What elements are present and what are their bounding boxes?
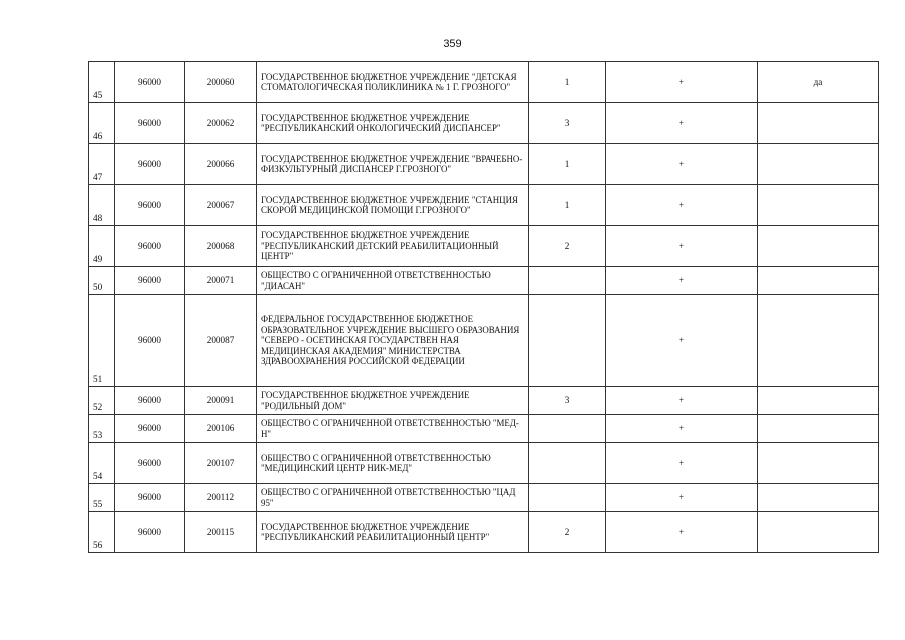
institution-name-cell: ГОСУДАРСТВЕННОЕ БЮДЖЕТНОЕ УЧРЕЖДЕНИЕ "РЕСПУБЛИКАНСКИЙ ДЕТСКИЙ РЕАБИЛИТАЦИОННЫЙ ЦЕНТР": [257, 226, 529, 267]
row-number-cell: 48: [89, 185, 115, 226]
table-row: [89, 103, 879, 144]
plus-mark-cell: +: [606, 226, 758, 267]
count-value-cell: 1: [529, 62, 606, 103]
region-code-cell: 96000: [115, 62, 185, 103]
registry-id-cell: 200107: [185, 443, 257, 484]
region-code-cell: 96000: [115, 185, 185, 226]
count-value-cell: [529, 267, 606, 295]
plus-mark-cell: +: [606, 103, 758, 144]
institution-name-cell: ГОСУДАРСТВЕННОЕ БЮДЖЕТНОЕ УЧРЕЖДЕНИЕ "ВРАЧЕБНО-ФИЗКУЛЬТУРНЫЙ ДИСПАНСЕР Г.ГРОЗНОГО": [257, 144, 529, 185]
row-number-cell: 55: [89, 484, 115, 512]
extra-value-cell: [758, 443, 879, 484]
table-row: [89, 62, 879, 103]
plus-mark-cell: +: [606, 267, 758, 295]
institution-name-cell: ГОСУДАРСТВЕННОЕ БЮДЖЕТНОЕ УЧРЕЖДЕНИЕ "РОДИЛЬНЫЙ ДОМ": [257, 387, 529, 415]
region-code-cell: 96000: [115, 443, 185, 484]
table-row: [89, 512, 879, 553]
plus-mark-cell: +: [606, 185, 758, 226]
extra-value-cell: да: [758, 62, 879, 103]
institution-name-cell: ОБЩЕСТВО С ОГРАНИЧЕННОЙ ОТВЕТСТВЕННОСТЬЮ "МЕД-Н": [257, 415, 529, 443]
table-row: [89, 387, 879, 415]
row-number-cell: 53: [89, 415, 115, 443]
region-code-cell: 96000: [115, 295, 185, 387]
extra-value-cell: [758, 387, 879, 415]
row-number-cell: 45: [89, 62, 115, 103]
region-code-cell: 96000: [115, 484, 185, 512]
extra-value-cell: [758, 103, 879, 144]
table-row: [89, 267, 879, 295]
institution-name-cell: ГОСУДАРСТВЕННОЕ БЮДЖЕТНОЕ УЧРЕЖДЕНИЕ "РЕСПУБЛИКАНСКИЙ ОНКОЛОГИЧЕСКИЙ ДИСПАНСЕР": [257, 103, 529, 144]
plus-mark-cell: +: [606, 144, 758, 185]
registry-id-cell: 200087: [185, 295, 257, 387]
institution-name-cell: ФЕДЕРАЛЬНОЕ ГОСУДАРСТВЕННОЕ БЮДЖЕТНОЕ ОБРАЗОВАТЕЛЬНОЕ УЧРЕЖДЕНИЕ ВЫСШЕГО ОБРАЗОВАНИЯ "СЕВЕРО - ОСЕТИНСКАЯ ГОСУДАРСТВЕН НАЯ МЕДИЦИНСКАЯ АКАДЕМИЯ" МИНИСТЕРСТВА ЗДРАВООХРАНЕНИЯ РОССИЙСКОЙ ФЕДЕРАЦИИ: [257, 295, 529, 387]
row-number-cell: 51: [89, 295, 115, 387]
plus-mark-cell: +: [606, 62, 758, 103]
registry-id-cell: 200071: [185, 267, 257, 295]
table-row: [89, 144, 879, 185]
row-number-cell: 52: [89, 387, 115, 415]
extra-value-cell: [758, 267, 879, 295]
count-value-cell: [529, 295, 606, 387]
registry-id-cell: 200106: [185, 415, 257, 443]
table-row: [89, 226, 879, 267]
plus-mark-cell: +: [606, 484, 758, 512]
extra-value-cell: [758, 484, 879, 512]
registry-id-cell: 200060: [185, 62, 257, 103]
registry-id-cell: 200112: [185, 484, 257, 512]
plus-mark-cell: +: [606, 512, 758, 553]
region-code-cell: 96000: [115, 144, 185, 185]
extra-value-cell: [758, 415, 879, 443]
extra-value-cell: [758, 512, 879, 553]
registry-id-cell: 200091: [185, 387, 257, 415]
row-number-cell: 56: [89, 512, 115, 553]
institution-name-cell: ГОСУДАРСТВЕННОЕ БЮДЖЕТНОЕ УЧРЕЖДЕНИЕ "СТАНЦИЯ СКОРОЙ МЕДИЦИНСКОЙ ПОМОЩИ Г.ГРОЗНОГО": [257, 185, 529, 226]
table-row: [89, 185, 879, 226]
region-code-cell: 96000: [115, 387, 185, 415]
count-value-cell: 1: [529, 144, 606, 185]
count-value-cell: 2: [529, 512, 606, 553]
extra-value-cell: [758, 226, 879, 267]
institution-name-cell: ГОСУДАРСТВЕННОЕ БЮДЖЕТНОЕ УЧРЕЖДЕНИЕ "ДЕТСКАЯ СТОМАТОЛОГИЧЕСКАЯ ПОЛИКЛИНИКА № 1 Г. ГРОЗНОГО": [257, 62, 529, 103]
institution-name-cell: ОБЩЕСТВО С ОГРАНИЧЕННОЙ ОТВЕТСТВЕННОСТЬЮ "ЦАД 95": [257, 484, 529, 512]
row-number-cell: 49: [89, 226, 115, 267]
registry-id-cell: 200062: [185, 103, 257, 144]
count-value-cell: 3: [529, 387, 606, 415]
plus-mark-cell: +: [606, 387, 758, 415]
count-value-cell: [529, 484, 606, 512]
count-value-cell: 1: [529, 185, 606, 226]
region-code-cell: 96000: [115, 415, 185, 443]
count-value-cell: [529, 443, 606, 484]
registry-id-cell: 200067: [185, 185, 257, 226]
page-number: 359: [443, 38, 462, 50]
institutions-table: [88, 61, 879, 553]
region-code-cell: 96000: [115, 267, 185, 295]
row-number-cell: 50: [89, 267, 115, 295]
row-number-cell: 46: [89, 103, 115, 144]
table-body: [89, 62, 879, 553]
row-number-cell: 54: [89, 443, 115, 484]
row-number-cell: 47: [89, 144, 115, 185]
count-value-cell: [529, 415, 606, 443]
table-row: [89, 295, 879, 387]
table-row: [89, 443, 879, 484]
extra-value-cell: [758, 295, 879, 387]
table-row: [89, 484, 879, 512]
institution-name-cell: ОБЩЕСТВО С ОГРАНИЧЕННОЙ ОТВЕТСТВЕННОСТЬЮ "МЕДИЦИНСКИЙ ЦЕНТР НИК-МЕД": [257, 443, 529, 484]
registry-id-cell: 200115: [185, 512, 257, 553]
plus-mark-cell: +: [606, 415, 758, 443]
plus-mark-cell: +: [606, 443, 758, 484]
count-value-cell: 3: [529, 103, 606, 144]
region-code-cell: 96000: [115, 512, 185, 553]
institution-name-cell: ГОСУДАРСТВЕННОЕ БЮДЖЕТНОЕ УЧРЕЖДЕНИЕ "РЕСПУБЛИКАНСКИЙ РЕАБИЛИТАЦИОННЫЙ ЦЕНТР": [257, 512, 529, 553]
institution-name-cell: ОБЩЕСТВО С ОГРАНИЧЕННОЙ ОТВЕТСТВЕННОСТЬЮ "ДИАСАН": [257, 267, 529, 295]
registry-id-cell: 200068: [185, 226, 257, 267]
region-code-cell: 96000: [115, 103, 185, 144]
plus-mark-cell: +: [606, 295, 758, 387]
count-value-cell: 2: [529, 226, 606, 267]
registry-id-cell: 200066: [185, 144, 257, 185]
table-row: [89, 415, 879, 443]
extra-value-cell: [758, 185, 879, 226]
region-code-cell: 96000: [115, 226, 185, 267]
extra-value-cell: [758, 144, 879, 185]
